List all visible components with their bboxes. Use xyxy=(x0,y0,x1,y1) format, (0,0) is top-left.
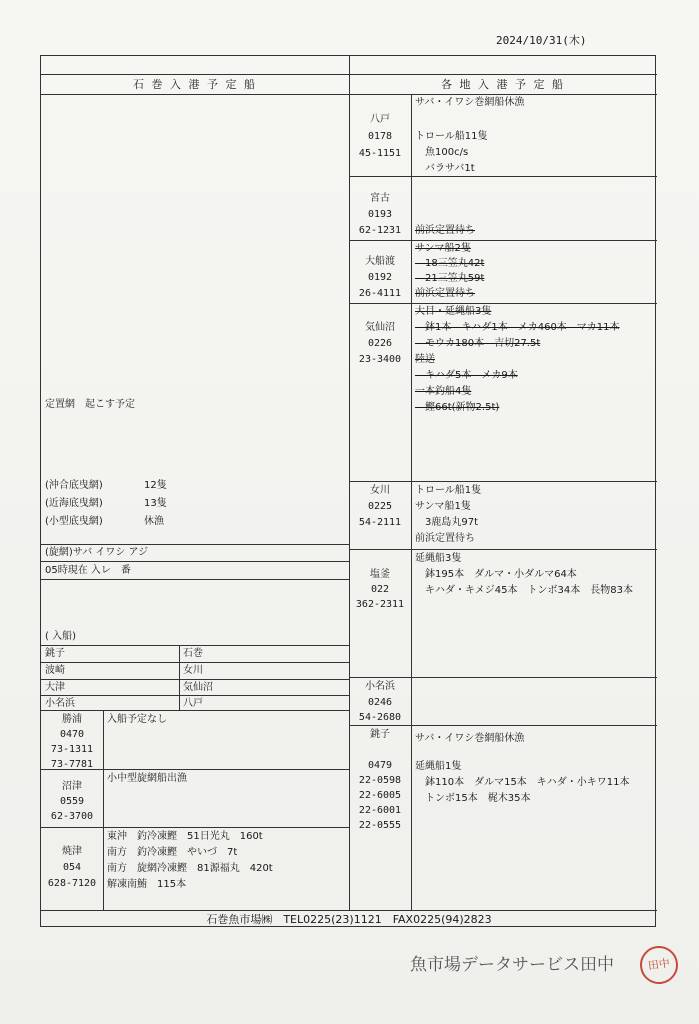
port-pair-right-0: 石巻 xyxy=(183,648,203,659)
kesennuma-line-4: キハダ5本 メカ9本 xyxy=(415,370,518,381)
choshi-phone-0: 0479 xyxy=(367,760,393,771)
miyako-name: 宮古 xyxy=(370,193,390,204)
kesennuma-name: 気仙沼 xyxy=(365,322,395,333)
onagawa-phone-0: 0225 xyxy=(367,501,393,512)
footer-contact: 石巻魚市場㈱ TEL0225(23)1121 FAX0225(94)2823 xyxy=(206,913,492,926)
choshi-phone-3: 22-6001 xyxy=(358,805,402,816)
katsuura-line-0: 入船予定なし xyxy=(107,714,167,725)
choshi-phone-4: 22-0555 xyxy=(358,820,402,831)
shiogama-line-0: 延縄船3隻 xyxy=(415,553,462,564)
right-line-3 xyxy=(349,303,657,304)
right-line-4 xyxy=(349,481,657,482)
hachinohe-line-2: トロール船11隻 xyxy=(415,131,488,142)
kesennuma-line-0: 大目・延縄船3隻 xyxy=(415,306,492,317)
numazu-name: 沼津 xyxy=(62,781,82,792)
kesennuma-phone-0: 0226 xyxy=(367,338,393,349)
port-pair-right-1: 女川 xyxy=(183,665,203,676)
trawl-label-2: (小型底曳網) xyxy=(45,516,103,527)
onagawa-line-2: 3鹿島丸97t xyxy=(415,517,479,528)
port-pair-left-1: 波崎 xyxy=(45,665,65,676)
kesennuma-line-3: 陸送 xyxy=(415,354,435,365)
choshi-phone-2: 22-6005 xyxy=(358,790,402,801)
pair-line-0 xyxy=(41,645,349,646)
yaizu-phone-0: 054 xyxy=(62,862,82,873)
pair-line-3 xyxy=(41,695,349,696)
hachinohe-line-3: 魚100c/s xyxy=(415,147,469,158)
service-signature: 魚市場データサービス田中 xyxy=(410,955,614,975)
onahama-name: 小名浜 xyxy=(365,681,395,692)
choshi-line-4: トンボ15本 梶木35本 xyxy=(415,793,531,804)
right-line-5 xyxy=(349,549,657,550)
ofunato-line-0: サンマ船2隻 xyxy=(415,243,471,254)
yaizu-line-0: 東沖 釣冷凍鰹 51日光丸 160t xyxy=(107,831,263,842)
pair-col-line xyxy=(179,645,180,710)
ofunato-line-1: 18三笠丸42t xyxy=(415,258,485,269)
katsuura-name: 勝浦 xyxy=(62,714,82,725)
onagawa-line-0: トロール船1隻 xyxy=(415,485,482,496)
trawl-label-0: (沖合底曳網) xyxy=(45,480,103,491)
kesennuma-line-6: 鰹66t(新物2.5t) xyxy=(415,402,500,413)
yaizu-line-2: 南方 旋網冷凍鰹 81源福丸 420t xyxy=(107,863,273,874)
yaizu-line-3: 解凍南鮪 115本 xyxy=(107,879,187,890)
kesennuma-line-5: 一本釣船4隻 xyxy=(415,386,472,397)
left-port-col-line xyxy=(103,710,104,910)
yaizu-name: 焼津 xyxy=(62,846,82,857)
ofunato-line-3: 前浜定置待ち xyxy=(415,288,475,299)
right-line-7 xyxy=(349,725,657,726)
trawl-value-1: 13隻 xyxy=(144,498,167,509)
right-line-1 xyxy=(349,176,657,177)
onagawa-line-1: サンマ船1隻 xyxy=(415,501,471,512)
pair-line-1 xyxy=(41,662,349,663)
ishinomaki-header: 石 巻 入 港 予 定 船 xyxy=(133,78,257,91)
ofunato-name: 大船渡 xyxy=(365,256,395,267)
port-pair-right-2: 気仙沼 xyxy=(183,682,213,693)
report-table xyxy=(40,55,656,927)
yaizu-phone-1: 628-7120 xyxy=(47,878,97,889)
hachinohe-name: 八戸 xyxy=(370,114,390,125)
onahama-phone-0: 0246 xyxy=(367,697,393,708)
hachinohe-line-4: バラサバ1t xyxy=(415,163,475,174)
shiogama-name: 塩釜 xyxy=(370,569,390,580)
choshi-phone-1: 22-0598 xyxy=(358,775,402,786)
katsuura-phone-0: 0470 xyxy=(59,729,85,740)
kesennuma-line-2: モウカ180本 吉切27.5t xyxy=(415,338,541,349)
trawl-value-0: 12隻 xyxy=(144,480,167,491)
seal-stamp: 田中 xyxy=(638,944,681,987)
ofunato-phone-1: 26-4111 xyxy=(358,288,402,299)
katsuura-phone-2: 73-7781 xyxy=(50,759,94,770)
port-pair-right-3: 八戸 xyxy=(183,698,203,709)
choshi-line-0: サバ・イワシ巻網船休漁 xyxy=(415,733,525,744)
numazu-phone-0: 0559 xyxy=(59,796,85,807)
trawl-label-1: (近海底曳網) xyxy=(45,498,103,509)
port-pair-left-2: 大津 xyxy=(45,682,65,693)
miyako-phone-0: 0193 xyxy=(367,209,393,220)
seine-line: (旋網)サバ イワシ アジ xyxy=(45,547,149,558)
left-divider-3 xyxy=(41,579,349,580)
kesennuma-phone-1: 23-3400 xyxy=(358,354,402,365)
footer-divider xyxy=(41,910,657,911)
choshi-name: 銚子 xyxy=(370,729,390,740)
left-divider-1 xyxy=(41,544,349,545)
shiogama-line-2: キハダ・キメジ45本 トンボ34本 長物83本 xyxy=(415,585,633,596)
regional-header: 各 地 入 港 予 定 船 xyxy=(441,78,565,91)
shiogama-line-1: 鉢195本 ダルマ・小ダルマ64本 xyxy=(415,569,577,580)
left-divider-2 xyxy=(41,561,349,562)
hachinohe-line-0: サバ・イワシ巻網船休漁 xyxy=(415,97,525,108)
right-port-col-line xyxy=(411,94,412,910)
numazu-phone-1: 62-3700 xyxy=(50,811,94,822)
katsuura-phone-1: 73-1311 xyxy=(50,744,94,755)
center-divider-top xyxy=(349,56,350,74)
date-label: 2024/10/31(木) xyxy=(496,34,587,47)
teichi-note: 定置網 起こす予定 xyxy=(45,399,135,410)
onagawa-phone-1: 54-2111 xyxy=(358,517,402,528)
hachinohe-phone-1: 45-1151 xyxy=(358,148,402,159)
left-port-line-2 xyxy=(41,827,349,828)
right-line-6 xyxy=(349,677,657,678)
ofunato-phone-0: 0192 xyxy=(367,272,393,283)
right-line-2 xyxy=(349,240,657,241)
hachinohe-phone-0: 0178 xyxy=(367,131,393,142)
time-line: 05時現在 入レ 番 xyxy=(45,565,131,576)
choshi-line-2: 延縄船1隻 xyxy=(415,761,462,772)
shiogama-phone-1: 362-2311 xyxy=(355,599,405,610)
onahama-phone-1: 54-2680 xyxy=(358,712,402,723)
onagawa-name: 女川 xyxy=(370,485,390,496)
port-pair-left-0: 銚子 xyxy=(45,648,65,659)
nyusen-label: ( 入船) xyxy=(45,631,76,642)
onagawa-line-3: 前浜定置待ち xyxy=(415,533,475,544)
trawl-value-2: 休漁 xyxy=(144,516,164,527)
pair-line-4 xyxy=(41,710,349,711)
miyako-line-0: 前浜定置待ち xyxy=(415,225,475,236)
choshi-line-3: 鉢110本 ダルマ15本 キハダ・小キワ11本 xyxy=(415,777,630,788)
yaizu-line-1: 南方 釣冷凍鰹 やいづ 7t xyxy=(107,847,238,858)
numazu-line-0: 小中型旋網船出漁 xyxy=(107,773,187,784)
ofunato-line-2: 21三笠丸59t xyxy=(415,273,485,284)
kesennuma-line-1: 鉢1本 キハダ1本 メカ460本 マカ11本 xyxy=(415,322,620,333)
miyako-phone-1: 62-1231 xyxy=(358,225,402,236)
shiogama-phone-0: 022 xyxy=(370,584,390,595)
pair-line-2 xyxy=(41,679,349,680)
port-pair-left-3: 小名浜 xyxy=(45,698,75,709)
